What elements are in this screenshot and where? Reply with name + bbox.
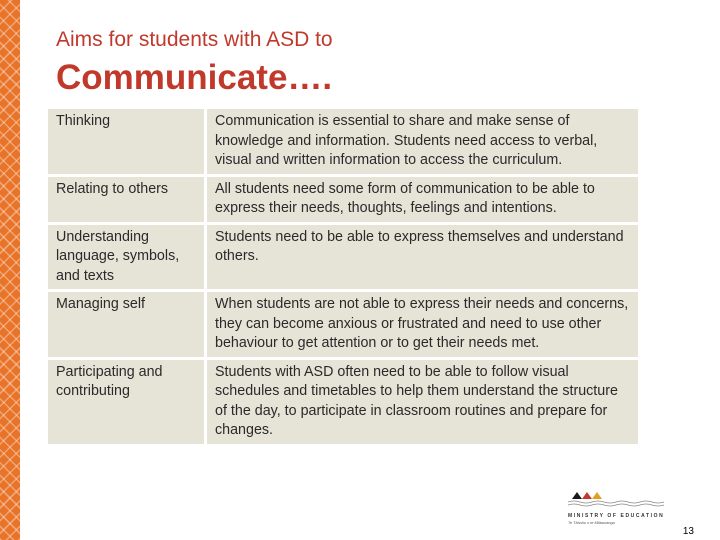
row-label: Thinking (48, 109, 207, 174)
row-label: Managing self (48, 292, 207, 357)
page-number: 13 (682, 526, 694, 537)
table-row (48, 360, 638, 444)
table-row (48, 292, 638, 357)
decorative-left-border (0, 0, 20, 540)
row-label: Participating and contributing (48, 360, 207, 444)
row-description: All students need some form of communication to be able to express their needs, thoughts, feelings and intentions. (207, 177, 638, 222)
row-description: When students are not able to express their needs and concerns, they can become anxious or frustrated and need to use other behaviour to get attention or to get their needs met. (207, 292, 638, 357)
row-description: Students need to be able to express themselves and understand others. (207, 225, 638, 290)
row-description: Communication is essential to share and make sense of knowledge and information. Students need access to verbal, visual and written information to access the curriculum. (207, 109, 638, 174)
aims-table (48, 106, 638, 447)
slide-title: Communicate…. (56, 58, 333, 97)
table-row (48, 225, 638, 290)
logo-text: MINISTRY OF EDUCATION (568, 513, 665, 519)
row-label: Understanding language, symbols, and texts (48, 225, 207, 290)
slide-subtitle: Aims for students with ASD to (56, 28, 333, 51)
table-row (48, 109, 638, 174)
row-label: Relating to others (48, 177, 207, 222)
row-description: Students with ASD often need to be able to follow visual schedules and timetables to help them understand the structure of the day, to participate in classroom routines and prepare for changes. (207, 360, 638, 444)
ministry-of-education-logo (568, 490, 668, 526)
table-row (48, 177, 638, 222)
logo-subtext: Te Tāhuhu o te Mātauranga (568, 521, 615, 525)
